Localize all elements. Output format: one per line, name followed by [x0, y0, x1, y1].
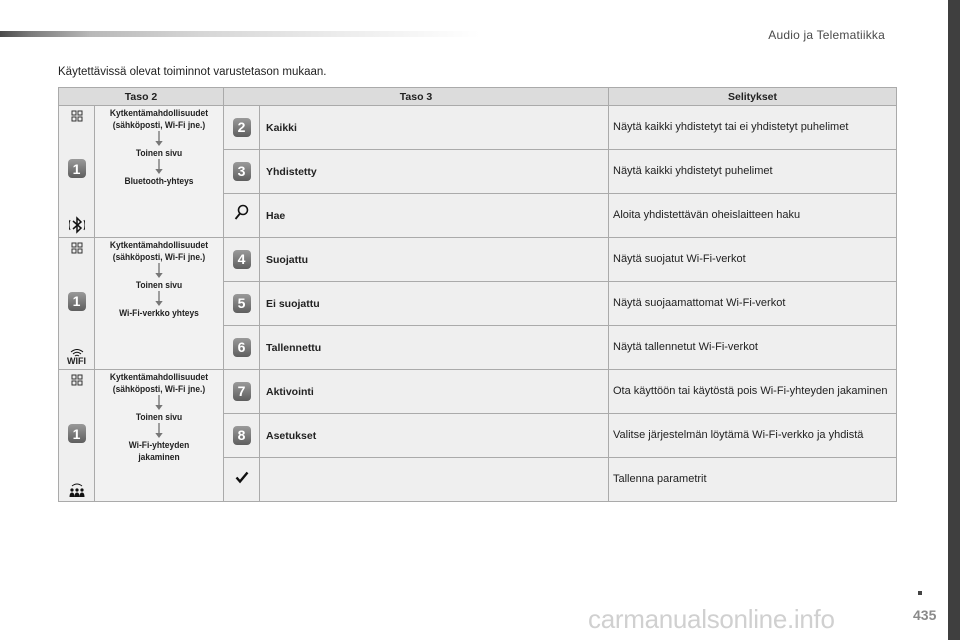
badge-5: 5	[233, 294, 251, 313]
header-selitykset: Selitykset	[609, 88, 897, 106]
desc-line-connectivity: Kytkentämahdollisuudet	[109, 239, 209, 250]
search-icon	[234, 204, 250, 222]
level3-icon-cell	[224, 458, 260, 502]
option-name: Hae	[260, 194, 609, 238]
level2-description-cell	[95, 238, 224, 370]
option-explanation: Näytä tallennetut Wi-Fi-verkot	[609, 326, 897, 370]
desc-line-connectivity: Kytkentämahdollisuudet	[109, 107, 209, 118]
desc-line-target: Wi-Fi-yhteyden	[128, 439, 190, 450]
section-title: Audio ja Telematiikka	[768, 28, 885, 42]
option-name: Asetukset	[260, 414, 609, 458]
watermark: carmanualsonline.info	[588, 604, 835, 634]
option-explanation: Näytä suojaamattomat Wi-Fi-verkot	[609, 282, 897, 326]
grid-icon	[71, 110, 83, 122]
option-explanation: Näytä kaikki yhdistetyt tai ei yhdistetyt puhelimet	[609, 106, 897, 150]
level3-badge-cell	[224, 414, 260, 458]
desc-line-second-page: Toinen sivu	[135, 147, 183, 158]
badge-6: 6	[233, 338, 251, 357]
option-explanation: Tallenna parametrit	[609, 458, 897, 502]
level1-badge: 1	[68, 159, 86, 178]
option-name: Suojattu	[260, 238, 609, 282]
wifi-icon	[67, 349, 86, 366]
badge-4: 4	[233, 250, 251, 269]
level3-badge-cell	[224, 326, 260, 370]
level2-description-cell	[95, 370, 224, 502]
grid-icon	[71, 374, 83, 386]
level1-badge: 1	[68, 292, 86, 311]
level1-badge: 1	[68, 424, 86, 443]
people-sharing-icon	[68, 482, 86, 498]
level3-icon-cell	[224, 194, 260, 238]
bluetooth-icon	[69, 216, 85, 234]
level3-badge-cell	[224, 150, 260, 194]
option-name: Ei suojattu	[260, 282, 609, 326]
option-explanation: Ota käyttöön tai käytöstä pois Wi-Fi-yhteyden jakaminen	[609, 370, 897, 414]
page-marker	[918, 591, 922, 595]
table-row	[59, 370, 897, 414]
option-explanation: Valitse järjestelmän löytämä Wi-Fi-verkko ja yhdistä	[609, 414, 897, 458]
level1-icons-cell	[59, 238, 95, 370]
wifi-icon-label: WIFI	[67, 355, 86, 366]
arrow-down-icon	[153, 291, 164, 307]
table-row	[59, 238, 897, 282]
desc-line-second-page: Toinen sivu	[135, 279, 183, 290]
desc-line-target: Bluetooth-yhteys	[124, 175, 194, 186]
arrow-down-icon	[153, 395, 164, 411]
badge-3: 3	[233, 162, 251, 181]
level3-badge-cell	[224, 238, 260, 282]
arrow-down-icon	[153, 263, 164, 279]
checkmark-icon	[235, 470, 249, 484]
desc-line-second-page: Toinen sivu	[135, 411, 183, 422]
header-taso-3: Taso 3	[224, 88, 609, 106]
option-name: Aktivointi	[260, 370, 609, 414]
desc-line-connectivity: Kytkentämahdollisuudet	[109, 371, 209, 382]
level1-icons-cell	[59, 106, 95, 238]
option-name: Kaikki	[260, 106, 609, 150]
level3-badge-cell	[224, 106, 260, 150]
desc-line-target: Wi-Fi-verkko yhteys	[119, 307, 199, 318]
option-name	[260, 458, 609, 502]
grid-icon	[71, 242, 83, 254]
option-name: Tallennettu	[260, 326, 609, 370]
table-row	[59, 106, 897, 150]
arrow-down-icon	[153, 159, 164, 175]
level2-description-cell	[95, 106, 224, 238]
option-name: Yhdistetty	[260, 150, 609, 194]
level3-badge-cell	[224, 282, 260, 326]
header-taso-2: Taso 2	[59, 88, 224, 106]
badge-8: 8	[233, 426, 251, 445]
arrow-down-icon	[153, 423, 164, 439]
desc-line-target-cont: jakaminen	[138, 451, 180, 462]
intro-text: Käytettävissä olevat toiminnot varustetason mukaan.	[58, 66, 327, 78]
table-header-row	[59, 88, 897, 106]
functions-table	[58, 87, 897, 502]
level3-badge-cell	[224, 370, 260, 414]
page-edge-bar	[948, 0, 960, 640]
page-number: 435	[913, 607, 937, 623]
option-explanation: Näytä suojatut Wi-Fi-verkot	[609, 238, 897, 282]
option-explanation: Näytä kaikki yhdistetyt puhelimet	[609, 150, 897, 194]
badge-2: 2	[233, 118, 251, 137]
desc-line-examples: (sähköposti, Wi-Fi jne.)	[112, 383, 206, 394]
option-explanation: Aloita yhdistettävän oheislaitteen haku	[609, 194, 897, 238]
level1-icons-cell	[59, 370, 95, 502]
desc-line-examples: (sähköposti, Wi-Fi jne.)	[112, 119, 206, 130]
desc-line-examples: (sähköposti, Wi-Fi jne.)	[112, 251, 206, 262]
badge-7: 7	[233, 382, 251, 401]
header-gradient-bar	[0, 31, 480, 37]
arrow-down-icon	[153, 131, 164, 147]
